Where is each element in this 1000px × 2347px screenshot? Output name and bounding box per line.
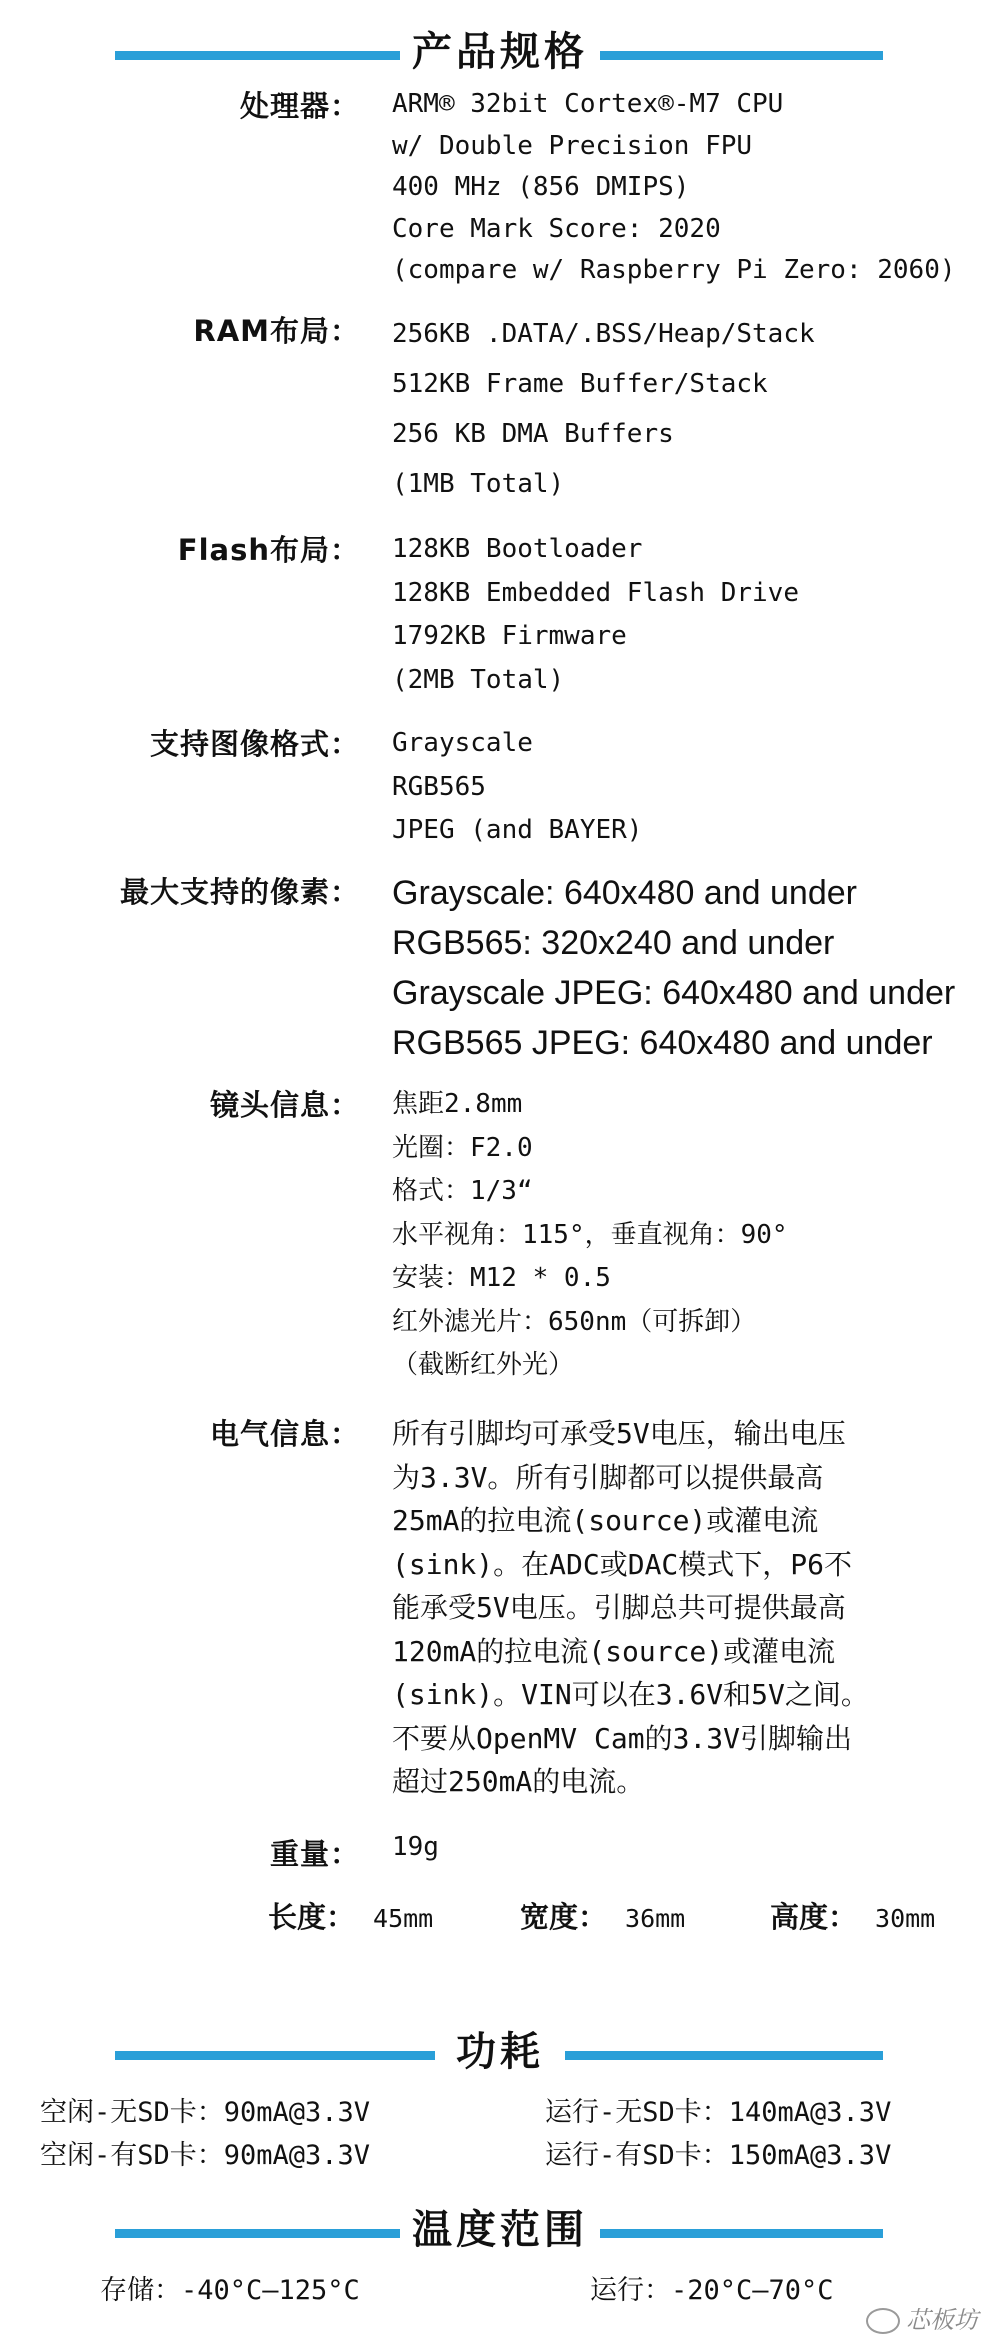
spec-line: RGB565 bbox=[392, 771, 486, 802]
spec-line: Core Mark Score: 2020 bbox=[392, 213, 721, 244]
spec-line: 120mA的拉电流(source)或灌电流 bbox=[392, 1634, 836, 1668]
spec-line: 不要从OpenMV Cam的3.3V引脚输出 bbox=[392, 1721, 853, 1755]
spec-value: 19g bbox=[392, 1832, 439, 1862]
spec-label: RAM布局： bbox=[193, 314, 360, 348]
spec-value bbox=[392, 1083, 982, 1388]
spec-line: 256KB .DATA/.BSS/Heap/Stack bbox=[392, 319, 815, 349]
spec-value bbox=[392, 528, 982, 702]
spec-label: 重量： bbox=[269, 1837, 360, 1871]
power-idle-sd: 空闲-有SD卡：90mA@3.3V bbox=[40, 2140, 371, 2171]
spec-line: Grayscale JPEG: 640x480 and under bbox=[392, 974, 956, 1012]
section-title-power: 功耗 bbox=[456, 2029, 544, 2075]
spec-line: 光圈：F2.0 bbox=[392, 1132, 533, 1163]
wechat-icon bbox=[866, 2308, 900, 2334]
spec-line: (1MB Total) bbox=[392, 469, 565, 499]
spec-line: 25mA的拉电流(source)或灌电流 bbox=[392, 1504, 819, 1537]
spec-line: 能承受5V电压。引脚总共可提供最高 bbox=[392, 1591, 846, 1624]
spec-line: 水平视角：115°，垂直视角：90° bbox=[392, 1219, 788, 1250]
temperature-operating: 运行：-20°C—70°C bbox=[590, 2275, 834, 2306]
spec-line: 1792KB Firmware bbox=[392, 621, 627, 651]
dimension-value: 30mm bbox=[875, 1904, 936, 1933]
spec-line: 128KB Bootloader bbox=[392, 534, 643, 564]
spec-label: Flash布局： bbox=[177, 533, 360, 567]
spec-value bbox=[392, 1412, 982, 1804]
spec-value bbox=[392, 309, 982, 509]
spec-value bbox=[392, 84, 982, 292]
spec-line: (2MB Total) bbox=[392, 664, 565, 695]
power-run-sd: 运行-有SD卡：150mA@3.3V bbox=[545, 2140, 892, 2171]
section-header-specs bbox=[0, 22, 1000, 82]
dimension-value: 36mm bbox=[625, 1904, 686, 1933]
spec-label: 最大支持的像素： bbox=[119, 875, 360, 909]
spec-label: 支持图像格式： bbox=[149, 727, 360, 761]
spec-line: RGB565 JPEG: 640x480 and under bbox=[392, 1024, 933, 1062]
spec-line: 128KB Embedded Flash Drive bbox=[392, 577, 799, 608]
section-title-specs: 产品规格 bbox=[412, 29, 588, 75]
dimension-label: 长度： bbox=[268, 1900, 356, 1934]
power-run-no-sd: 运行-无SD卡：140mA@3.3V bbox=[545, 2097, 892, 2128]
dimension-height bbox=[770, 1895, 935, 1936]
spec-value bbox=[392, 868, 982, 1068]
dimension-label: 高度： bbox=[770, 1900, 858, 1934]
spec-line: ARM® 32bit Cortex®-M7 CPU bbox=[392, 89, 784, 119]
spec-line: Grayscale bbox=[392, 728, 533, 758]
spec-label: 镜头信息： bbox=[209, 1088, 360, 1122]
section-title-temperature: 温度范围 bbox=[412, 2207, 588, 2253]
spec-line: 红外滤光片：650nm（可拆卸） bbox=[392, 1306, 757, 1337]
section-header-temperature bbox=[0, 2200, 1000, 2260]
spec-line: (compare w/ Raspberry Pi Zero: 2060) bbox=[392, 255, 956, 285]
temperature-storage: 存储：-40°C—125°C bbox=[100, 2275, 360, 2306]
spec-line: 为3.3V。所有引脚都可以提供最高 bbox=[392, 1460, 824, 1494]
spec-line: (sink)。在ADC或DAC模式下，P6不 bbox=[392, 1547, 853, 1581]
section-header-power bbox=[0, 2022, 1000, 2082]
spec-line: 所有引脚均可承受5V电压，输出电压 bbox=[392, 1417, 846, 1450]
spec-line: 安装：M12 * 0.5 bbox=[392, 1263, 611, 1293]
spec-line: w/ Double Precision FPU bbox=[392, 130, 753, 161]
spec-line: 512KB Frame Buffer/Stack bbox=[392, 369, 768, 399]
watermark-text: 芯板坊 bbox=[906, 2306, 978, 2334]
spec-line: （截断红外光） bbox=[392, 1350, 575, 1380]
spec-line: 256 KB DMA Buffers bbox=[392, 419, 674, 449]
dimension-width bbox=[520, 1895, 685, 1936]
power-idle-no-sd: 空闲-无SD卡：90mA@3.3V bbox=[40, 2097, 371, 2128]
dimension-label: 宽度： bbox=[520, 1900, 608, 1934]
dimension-value: 45mm bbox=[373, 1904, 434, 1933]
dimension-length bbox=[268, 1895, 433, 1936]
spec-label: 电气信息： bbox=[209, 1417, 360, 1451]
spec-line: JPEG (and BAYER) bbox=[392, 815, 643, 845]
spec-line: RGB565: 320x240 and under bbox=[392, 924, 835, 962]
spec-label: 处理器： bbox=[239, 89, 360, 123]
spec-line: Grayscale: 640x480 and under bbox=[392, 874, 857, 912]
spec-line: 格式：1/3“ bbox=[392, 1176, 533, 1206]
spec-value bbox=[392, 722, 982, 853]
spec-line: 超过250mA的电流。 bbox=[392, 1765, 645, 1798]
spec-line: 焦距2.8mm bbox=[392, 1089, 523, 1119]
spec-line: 400 MHz (856 DMIPS) bbox=[392, 172, 690, 202]
watermark bbox=[866, 2300, 978, 2335]
spec-line: (sink)。VIN可以在3.6V和5V之间。 bbox=[392, 1678, 869, 1711]
